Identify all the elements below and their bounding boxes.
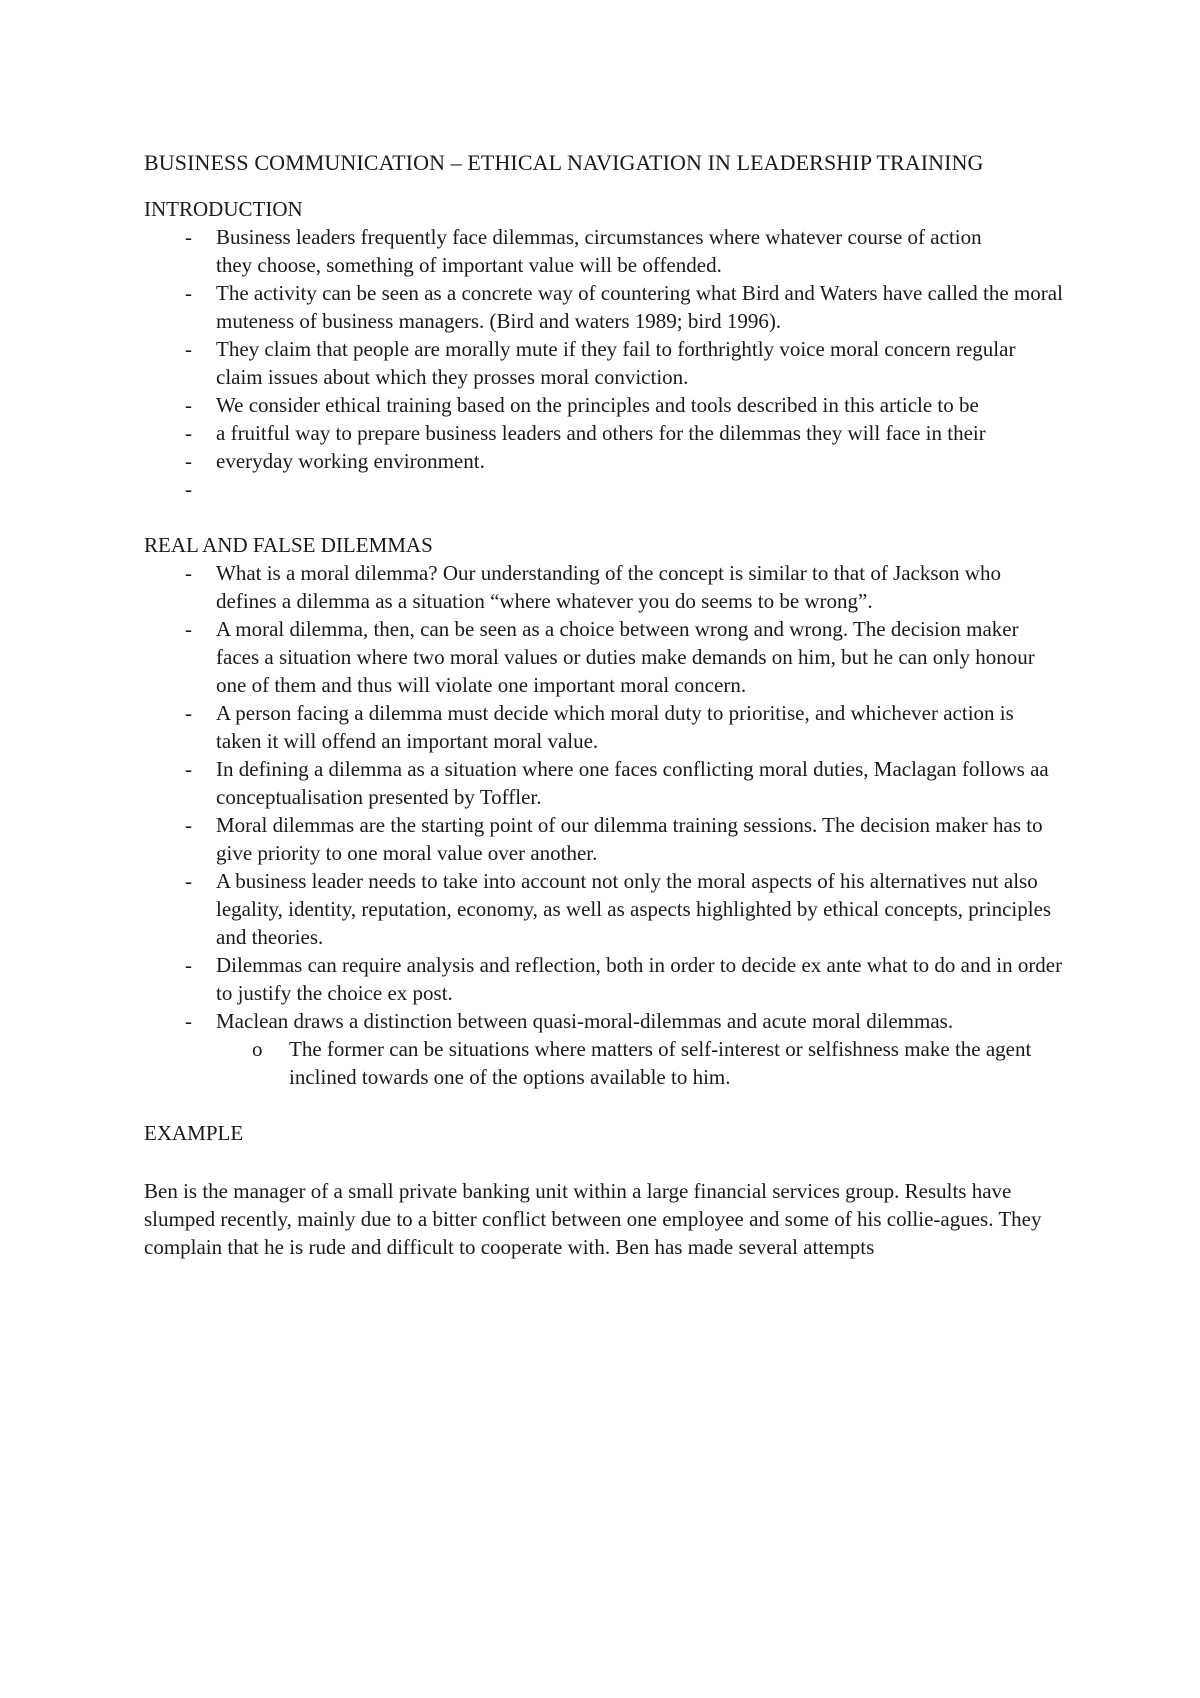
- section-heading: EXAMPLE: [144, 1121, 244, 1145]
- spacer: [144, 1091, 1064, 1119]
- list-item: - Maclean draws a distinction between quasi-moral-dilemmas and acute moral dilemmas.: [144, 1007, 1064, 1035]
- list-item: - Dilemmas can require analysis and reflection, both in order to decide ex ante what to do and in order to justify the choice ex post.: [144, 951, 1064, 1007]
- section-heading: REAL AND FALSE DILEMMAS: [144, 533, 433, 557]
- list-item-continuation: they choose, something of important value will be offended.: [216, 253, 722, 277]
- example-paragraph: Ben is the manager of a small private banking unit within a large financial services group. Results have slumped recently, mainly due to a bitter conflict between one employee and some of his collie-agues. They complain that he is rude and difficult to cooperate with. Ben has made several attempts: [144, 1179, 1042, 1259]
- document-title: BUSINESS COMMUNICATION – ETHICAL NAVIGATION IN LEADERSHIP TRAINING: [144, 150, 984, 175]
- list-item-empty: [144, 475, 1064, 503]
- list-item: - What is a moral dilemma? Our understanding of the concept is similar to that of Jackson who defines a dilemma as a situation “where whatever you do seems to be wrong”.: [144, 559, 1064, 615]
- list-item: - A business leader needs to take into account not only the moral aspects of his alternatives nut also legality, identity, reputation, economy, as well as aspects highlighted by ethical concepts, principles and theories.: [144, 867, 1064, 951]
- document-page: [144, 146, 1064, 1261]
- bullet-list: [144, 223, 1064, 251]
- sub-list-item: o The former can be situations where matters of self-interest or selfishness make the agent inclined towards one of the options available to him.: [144, 1035, 1064, 1091]
- list-item: - Moral dilemmas are the starting point of our dilemma training sessions. The decision maker has to give priority to one moral value over another.: [144, 811, 1064, 867]
- list-item: - a fruitful way to prepare business leaders and others for the dilemmas they will face in their: [144, 419, 1064, 447]
- sub-bullet-list: [144, 1035, 1064, 1091]
- section-introduction: [144, 195, 1064, 503]
- spacer: [144, 1147, 1064, 1177]
- list-item: - In defining a dilemma as a situation where one faces conflicting moral duties, Maclagan follows aa conceptualisation presented by Toffler.: [144, 755, 1064, 811]
- section-dilemmas: [144, 531, 1064, 1091]
- list-item: - A person facing a dilemma must decide which moral duty to prioritise, and whichever action is taken it will offend an important moral value.: [144, 699, 1064, 755]
- list-item: - We consider ethical training based on the principles and tools described in this article to be: [144, 391, 1064, 419]
- list-item: - The activity can be seen as a concrete way of countering what Bird and Waters have called the moral muteness of business managers. (Bird and waters 1989; bird 1996).: [144, 279, 1064, 335]
- list-item: - everyday working environment.: [144, 447, 1064, 475]
- spacer: [144, 179, 1064, 195]
- bullet-list: [144, 279, 1064, 503]
- section-heading: INTRODUCTION: [144, 197, 303, 221]
- section-example: [144, 1119, 1064, 1261]
- list-item: - They claim that people are morally mute if they fail to forthrightly voice moral concern regular claim issues about which they prosses moral conviction.: [144, 335, 1064, 391]
- list-item: - A moral dilemma, then, can be seen as a choice between wrong and wrong. The decision maker faces a situation where two moral values or duties make demands on him, but he can only honour one of them and thus will violate one important moral concern.: [144, 615, 1064, 699]
- spacer: [144, 503, 1064, 531]
- list-item: - Business leaders frequently face dilemmas, circumstances where whatever course of action: [144, 223, 1064, 251]
- bullet-list: [144, 559, 1064, 1035]
